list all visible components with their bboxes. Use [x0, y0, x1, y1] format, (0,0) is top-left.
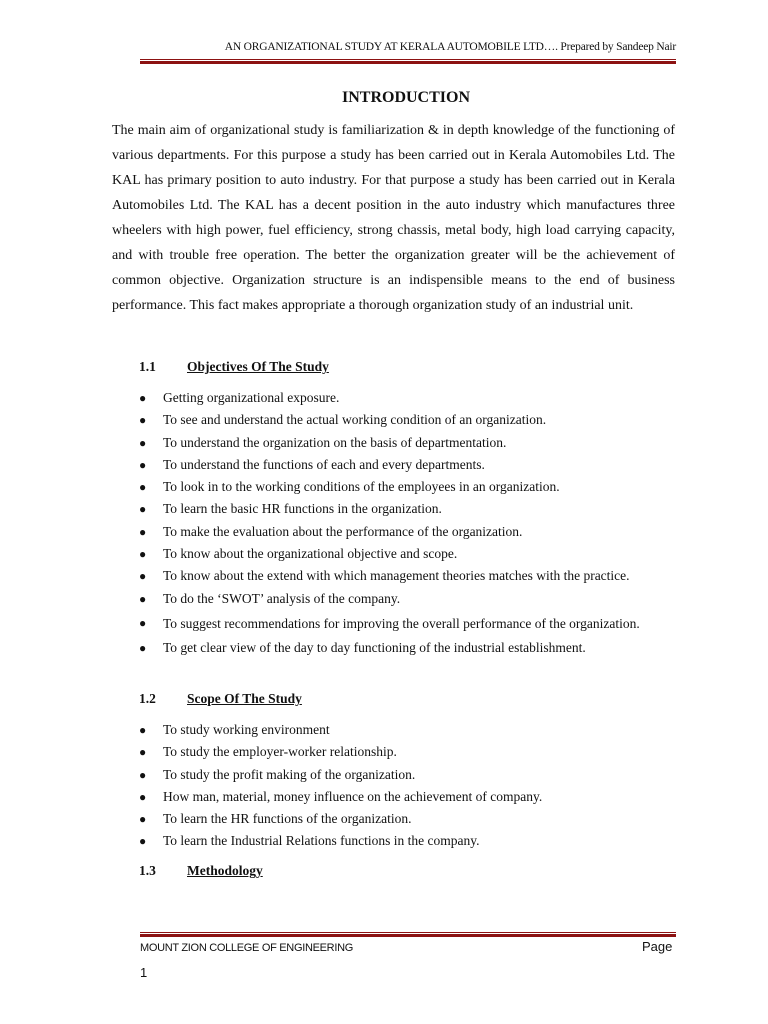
list-item: ● To study the employer-worker relationship. [139, 741, 676, 763]
bullet-icon: ● [139, 435, 147, 450]
section-number: 1.1 [139, 359, 156, 374]
running-header: AN ORGANIZATIONAL STUDY AT KERALA AUTOMOBILE LTD…. Prepared by Sandeep Nair [224, 41, 676, 53]
list-item: ● To get clear view of the day to day functioning of the industrial establishment. [139, 637, 676, 659]
header-rule [140, 59, 676, 64]
bullet-icon: ● [139, 812, 147, 827]
list-item: ● To study the profit making of the organization. [139, 764, 676, 786]
list-item: ● To understand the functions of each and every departments. [139, 454, 676, 476]
list-item: ● To see and understand the actual working condition of an organization. [139, 409, 676, 431]
bullet-icon: ● [139, 591, 147, 606]
bullet-icon: ● [139, 745, 147, 760]
bullet-icon: ● [139, 413, 147, 428]
page-title: INTRODUCTION [341, 89, 470, 106]
list-item: ● To look in to the working conditions of the employees in an organization. [139, 476, 676, 498]
bullet-icon: ● [139, 457, 147, 472]
bullet-icon: ● [139, 480, 147, 495]
bullet-icon: ● [139, 640, 147, 655]
section-title: Scope Of The Study [187, 691, 302, 706]
bullet-icon: ● [139, 569, 147, 584]
section-heading-objectives [139, 359, 329, 375]
section-title: Objectives Of The Study [187, 359, 329, 374]
list-item: ● To learn the Industrial Relations functions in the company. [139, 830, 676, 852]
bullet-icon: ● [139, 524, 147, 539]
bullet-icon: ● [139, 767, 147, 782]
bullet-icon: ● [139, 723, 147, 737]
bullet-icon: ● [139, 615, 147, 630]
footer-college: MOUNT ZION COLLEGE OF ENGINEERING [140, 942, 353, 954]
list-item: ● To learn the HR functions of the organization. [139, 808, 676, 830]
bullet-icon: ● [139, 789, 147, 804]
section-number: 1.2 [139, 691, 156, 706]
section-heading-methodology [139, 863, 263, 879]
list-item: ● How man, material, money influence on the achievement of company. [139, 786, 676, 808]
list-item: ● To study working environment [139, 719, 676, 741]
list-item: ● Getting organizational exposure. [139, 387, 676, 409]
section-number: 1.3 [139, 863, 156, 878]
footer-page-label: Page [642, 939, 673, 954]
list-item: ● To learn the basic HR functions in the organization. [139, 498, 676, 520]
list-item: ● To make the evaluation about the performance of the organization. [139, 521, 676, 543]
list-item: ● To know about the extend with which management theories matches with the practice. [139, 565, 676, 587]
list-item: ● To know about the organizational objective and scope. [139, 543, 676, 565]
page-number: 1 [140, 965, 148, 980]
list-item: ● To suggest recommendations for improving the overall performance of the organization. [139, 610, 676, 637]
list-item: ● To understand the organization on the basis of departmentation. [139, 432, 676, 454]
list-item: ● To do the ‘SWOT’ analysis of the company. [139, 588, 676, 610]
scope-list [139, 719, 676, 853]
bullet-icon: ● [139, 834, 147, 849]
objectives-list [139, 387, 676, 659]
bullet-icon: ● [139, 391, 147, 405]
section-heading-scope [139, 691, 302, 707]
section-title: Methodology [187, 863, 263, 878]
bullet-icon: ● [139, 502, 147, 517]
bullet-icon: ● [139, 547, 147, 562]
footer-rule [140, 932, 676, 937]
intro-paragraph: The main aim of organizational study is familiarization & in depth knowledge of the functioning of various departments. For this purpose a study has been carried out in Kerala Automobiles Ltd. The KAL has primary position to auto industry. For that purpose a study has been carried out in Kerala Automobiles Ltd. The KAL has a decent position in the auto industry which manufactures three wheelers with high power, fuel efficiency, strong chassis, metal body, high load carrying capacity, and with trouble free operation. The better the organization greater will be the achievement of common objective. Organization structure is an indispensible means to the end of business performance. This fact makes appropriate a thorough organization study of an industrial unit. [112, 123, 675, 313]
